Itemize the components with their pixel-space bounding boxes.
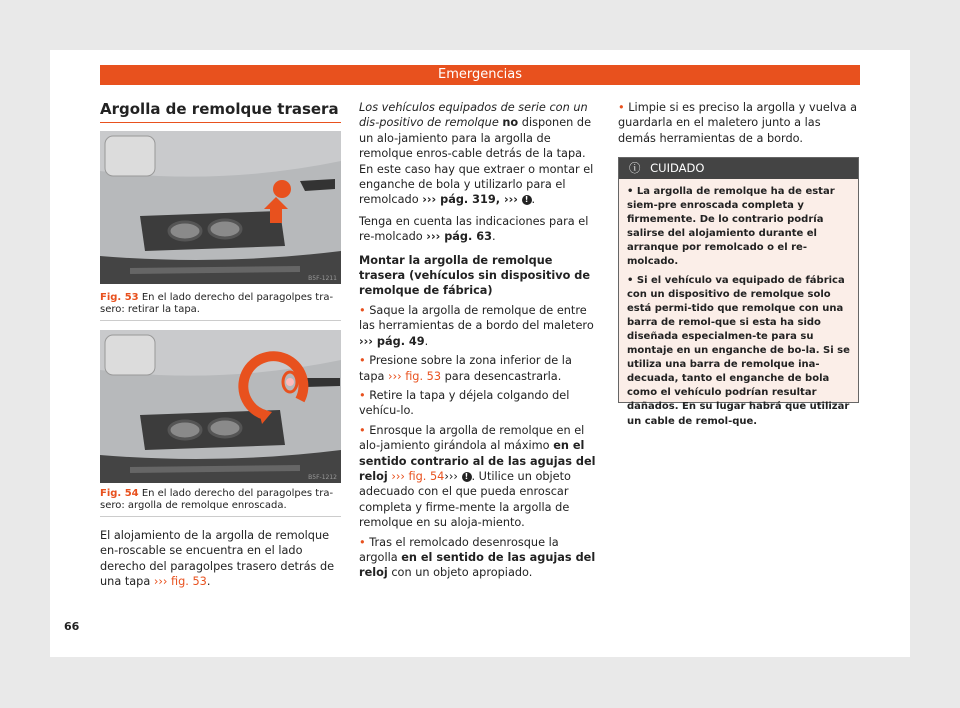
bullet-icon: •: [627, 274, 634, 286]
figure-reference-link[interactable]: ››› fig. 54: [391, 469, 445, 483]
section-title: Argolla de remolque trasera: [100, 100, 339, 118]
towing-eye-illustration: [100, 330, 341, 483]
page-number: 66: [64, 620, 80, 633]
list-item-text: Enrosque la argolla de remolque en el alo-jamiento girándola al máximo: [359, 423, 585, 453]
bumper-illustration: [100, 131, 341, 284]
list-item: • Saque la argolla de remolque de entre las herramientas de a bordo del maletero ››› pág. 49.: [359, 303, 594, 348]
figure-reference-link[interactable]: ››› fig. 53: [153, 575, 207, 589]
figure-53-caption: [100, 292, 341, 316]
paragraph-text: El alojamiento de la argolla de remolque en-roscable se encuentra en el lado derecho del paragolpes trasero detrás de una tapa: [100, 529, 335, 589]
list-item-text: Limpie si es preciso la argolla y vuelva a guardarla en el maletero junto a las demás herramientas de a bordo.: [618, 101, 858, 145]
bullet-icon: •: [359, 535, 366, 549]
figure-code: B5F-1211: [308, 275, 337, 282]
caption-text: En el lado derecho del paragolpes tra-sero: argolla de remolque enroscada.: [100, 488, 334, 511]
intro-paragraph: Los vehículos equipados de serie con un dis-positivo de remolque no disponen de un alo-jamiento para la argolla de remolque enros-cable detrás de la tapa. En este caso hay que extraer o montar el enganche de bola y utilizarlo para el remolcado ››› pág. 319, ››› ! .: [359, 101, 594, 207]
figure-53-image: [100, 131, 341, 284]
caution-box: [618, 157, 859, 427]
bullet-icon: •: [627, 186, 634, 197]
list-item: [359, 423, 600, 531]
caution-text: La argolla de remolque ha de estar siem-pre enroscada completa y firmemente. De lo contrario podría salirse del alojamiento durante el arranque por remolcado o el re-molcado.: [627, 186, 835, 268]
caution-header: [619, 158, 858, 179]
bold-text: en el sentido contrario al de las agujas del reloj: [359, 439, 596, 483]
bullet-icon: •: [359, 303, 366, 317]
caption-rule: [100, 320, 341, 321]
list-item: [359, 353, 600, 384]
caption-label: Fig. 53: [100, 292, 139, 303]
list-item-text: para desencastrarla.: [444, 369, 562, 383]
bullet-icon: •: [359, 388, 366, 402]
page-reference-link[interactable]: ››› pág. 63: [426, 230, 492, 244]
warning-icon: !: [522, 195, 532, 205]
middle-column: [359, 100, 600, 581]
chapter-header: Emergencias: [100, 65, 860, 85]
caption-label: Fig. 54: [100, 488, 139, 499]
list-item-text: . Utilice un objeto adecuado con el que pueda enroscar completa y firme-mente la argolla de remolque en su aloja-miento.: [359, 469, 571, 530]
list-item-text: Presione sobre la zona inferior de la tapa: [359, 354, 572, 383]
bold-text: en el sentido de las agujas del reloj: [359, 550, 596, 580]
caution-item: [627, 185, 850, 270]
italic-text: Los vehículos equipados de serie con un dis-positivo de remolque: [359, 101, 588, 130]
list-item: [359, 388, 600, 419]
caption-text: En el lado derecho del paragolpes tra-sero: retirar la tapa.: [100, 292, 334, 315]
caption-rule: [100, 516, 341, 517]
left-paragraph: [100, 528, 341, 590]
figure-reference-link[interactable]: ››› fig. 53: [388, 369, 442, 383]
warning-icon: !: [462, 472, 472, 482]
bold-text: no: [502, 116, 519, 130]
list-item: [618, 100, 859, 146]
list-item-text: Tras el remolcado desenrosque la argolla: [359, 535, 559, 564]
list-item-text: con un objeto apropiado.: [391, 566, 533, 580]
page-reference-link[interactable]: ››› pág. 49: [359, 334, 425, 348]
figure-54-image: [100, 330, 341, 483]
page-reference-link[interactable]: ››› pág. 319, ›››: [422, 193, 518, 207]
bullet-icon: •: [618, 101, 625, 114]
info-circle-icon: ⓘ: [629, 161, 641, 175]
punctuation: .: [206, 575, 211, 589]
right-column-text: [618, 100, 859, 146]
caution-item: [627, 274, 850, 429]
figure-54-caption: [100, 488, 341, 512]
subheading: Montar la argolla de remolque trasera (vehículos sin dispositivo de remolque de fábrica): [359, 253, 591, 298]
list-item-text: Retire la tapa y déjela colgando del vehícu-lo.: [359, 388, 570, 418]
bullet-icon: •: [359, 354, 366, 368]
paragraph-text: Tenga en cuenta las indicaciones para el re-molcado: [359, 214, 589, 244]
caution-title: CUIDADO: [650, 161, 705, 175]
bullet-icon: •: [359, 423, 366, 437]
list-item: [359, 535, 600, 581]
note-paragraph: Tenga en cuenta las indicaciones para el re-molcado ››› pág. 63.: [359, 214, 589, 244]
figure-code: B5F-1212: [308, 474, 337, 481]
title-rule: [100, 122, 341, 123]
caution-body: [619, 179, 858, 429]
paragraph-text: disponen de un alo-jamiento para la argolla de remolque enros-cable detrás de la tapa. En este caso hay que extraer o montar el enganche de bola y utilizarlo para el remolcado: [359, 116, 594, 207]
reference-arrows: ›››: [444, 469, 458, 483]
caution-text: Si el vehículo va equipado de fábrica con un dispositivo de remolque solo está permi-tido que remolque con una barra de remol-que si esta ha sido diseñada especialmen-te para su montaje en un enganche de bo-la. Si se utiliza una barra de remolque ina-decuada, tanto el enganche de bola como el vehículo podrían resultar dañados. En su lugar habrá que utilizar un cable de remol-que.: [627, 274, 850, 427]
list-item-text: Saque la argolla de remolque de entre las herramientas de a bordo del maletero: [359, 303, 594, 333]
